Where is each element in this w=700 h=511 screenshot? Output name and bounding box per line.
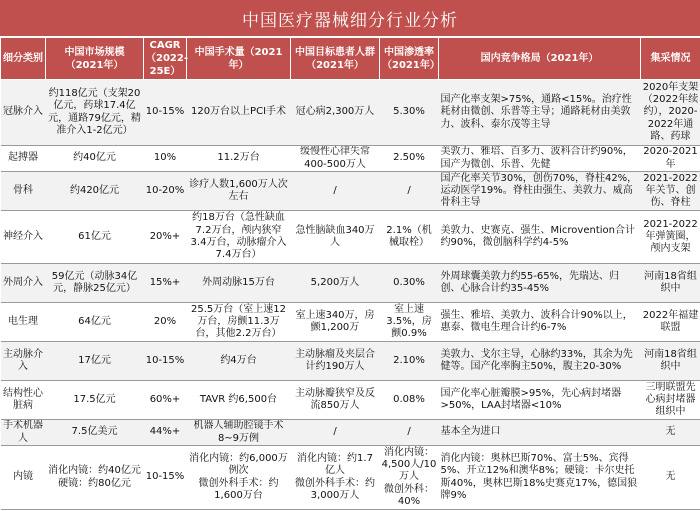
table-cell: 消化内镜：奥林巴斯70%、富士5%、宾得5%、开立12%和澳华8%；硬镜：卡尔史托斯40%，奥林巴斯18%史赛克17%，德国狼牌9%	[439, 446, 641, 510]
table-cell: 冠心病2,300万人	[291, 80, 380, 146]
industry-table	[0, 37, 700, 510]
column-header: 中国市场规模（2021年）	[46, 38, 144, 80]
table-cell: 诊疗人数1,600万人次左右	[187, 172, 291, 211]
table-cell: 美敦力、戈尔主导，心脉约33%，其余为先健等。国产化率胸主50%，腹主20-30%	[439, 342, 641, 381]
page-title: 中国医疗器械细分行业分析	[0, 0, 700, 36]
table-cell: 外周介入	[1, 264, 46, 303]
table-cell: 5.30%	[380, 80, 439, 146]
table-row	[1, 264, 700, 303]
table-cell: TAVR 约6,500台	[187, 381, 291, 420]
table-cell: 机器人辅助腔镜手术8~9万例	[187, 420, 291, 446]
table-cell: 11.2万台	[187, 146, 291, 172]
table-row	[1, 80, 700, 146]
column-header: 国内竞争格局（2021年）	[439, 38, 641, 80]
table-cell: 国产化率支架>75%，通路<15%。治疗性耗材由微创、乐普等主导；通路耗材由美敦力、波科、泰尔茂等主导	[439, 80, 641, 146]
table-cell: 20%	[144, 303, 187, 342]
table-cell: 61亿元	[46, 211, 144, 264]
table-cell: 手术机器人	[1, 420, 46, 446]
table-cell: 起搏器	[1, 146, 46, 172]
table-row	[1, 303, 700, 342]
table-cell: 骨科	[1, 172, 46, 211]
table-row	[1, 172, 700, 211]
table-row	[1, 420, 700, 446]
column-header: 中国手术量（2021年）	[187, 38, 291, 80]
table-cell: 强生、雅培、美敦力、波科合计90%以上，惠泰、微电生理合计约6-7%	[439, 303, 641, 342]
table-cell: 主动脉瘤及夹层合计约190万人	[291, 342, 380, 381]
table-row	[1, 446, 700, 510]
table-cell: 7.5亿美元	[46, 420, 144, 446]
table-cell: 2022年福建联盟	[641, 303, 700, 342]
table-cell: 电生理	[1, 303, 46, 342]
table-cell: 17.5亿元	[46, 381, 144, 420]
table-cell: 主动脉瓣狭窄及反流850万人	[291, 381, 380, 420]
table-cell: 2021-2022年关节、创伤、脊柱	[641, 172, 700, 211]
table-cell: 消化内镜：4,500人/10万人 微创外科：40%	[380, 446, 439, 510]
table-row	[1, 146, 700, 172]
table-cell: 59亿元（动脉34亿元，静脉25亿元）	[46, 264, 144, 303]
table-cell: 10-15%	[144, 342, 187, 381]
table-cell: 2.10%	[380, 342, 439, 381]
table-cell: 室上速340万，房颤1,200万	[291, 303, 380, 342]
column-header: 中国渗透率（2021年）	[380, 38, 439, 80]
table-row	[1, 381, 700, 420]
table-cell: 神经介入	[1, 211, 46, 264]
table-cell: 美敦力、雅培、百多力、波科合计约90%，国产为微创、乐普、先健	[439, 146, 641, 172]
table-cell: 约420亿元	[46, 172, 144, 211]
table-cell: 消化内镜：约40亿元 硬镜：约80亿元	[46, 446, 144, 510]
table-cell: /	[291, 172, 380, 211]
table-cell: 美敦力、史赛克、强生、Microvention合计约90%，微创脑科学约4-5%	[439, 211, 641, 264]
table-cell: 国产化率心脏瓣膜>95%，先心病封堵器>50%，LAA封堵器<10%	[439, 381, 641, 420]
column-header: 细分类别	[1, 38, 46, 80]
column-header: 中国目标患者人群（2021年）	[291, 38, 380, 80]
table-cell: 约4万台	[187, 342, 291, 381]
table-cell: 消化内镜：约1.7亿人 微创外科手术：约3,000万人	[291, 446, 380, 510]
column-header: CAGR（2022-25E）	[144, 38, 187, 80]
table-cell: 5,200万人	[291, 264, 380, 303]
table-cell: 2.50%	[380, 146, 439, 172]
table-cell: 约18万台（急性缺血7.2万台，颅内狭窄3.4万台，动脉瘤介入7.4万台）	[187, 211, 291, 264]
table-cell: 主动脉介入	[1, 342, 46, 381]
table-cell: 内镜	[1, 446, 46, 510]
table-cell: /	[380, 172, 439, 211]
table-cell: 20%+	[144, 211, 187, 264]
table-cell: 消化内镜：约6,000万例次 微创外科手术：约1,600万台	[187, 446, 291, 510]
table-cell: /	[291, 420, 380, 446]
table-cell: 外周球囊美敦力约55-65%，先瑞达、归创、心脉合计约35-45%	[439, 264, 641, 303]
table-cell: 缓慢性心律失常400-500万人	[291, 146, 380, 172]
table-cell: 10-15%	[144, 80, 187, 146]
table-cell: 结构性心脏病	[1, 381, 46, 420]
table-cell: 无	[641, 420, 700, 446]
table-cell: 25.5万台（室上速12万台，房颤11.3万台，其他2.2万台）	[187, 303, 291, 342]
table-cell: 冠脉介入	[1, 80, 46, 146]
table-cell: 无	[641, 446, 700, 510]
table-header-row	[1, 38, 700, 80]
table-row	[1, 342, 700, 381]
table-cell: 10-20%	[144, 172, 187, 211]
table-cell: 三明联盟先心病封堵器组织中	[641, 381, 700, 420]
table-cell: /	[380, 420, 439, 446]
table-cell: 外周动脉15万台	[187, 264, 291, 303]
table-cell: 室上速3.5%，房颤0.9%	[380, 303, 439, 342]
table-cell: 17亿元	[46, 342, 144, 381]
table-cell: 120万台以上PCI手术	[187, 80, 291, 146]
table-cell: 2021-2022年弹簧圈，颅内支架	[641, 211, 700, 264]
table-cell: 60%+	[144, 381, 187, 420]
column-header: 集采情况	[641, 38, 700, 80]
table-cell: 10-15%	[144, 446, 187, 510]
table-cell: 基本全为进口	[439, 420, 641, 446]
table-cell: 15%+	[144, 264, 187, 303]
table-cell: 2020-2021年	[641, 146, 700, 172]
table-row	[1, 211, 700, 264]
table-cell: 10%	[144, 146, 187, 172]
table-cell: 64亿元	[46, 303, 144, 342]
table-cell: 国产化率关节30%，创伤70%，脊柱42%，运动医学19%。脊柱由强生、美敦力、威高骨科主导	[439, 172, 641, 211]
table-cell: 2020年支架（2022年续约），2020-2022年通路、药球	[641, 80, 700, 146]
table-cell: 河南18省组织中	[641, 264, 700, 303]
table-cell: 0.30%	[380, 264, 439, 303]
table-cell: 2.1%（机械取栓）	[380, 211, 439, 264]
table-cell: 约118亿元（支架20亿元，药球17.4亿元，通路79亿元，精准介入1-2亿元）	[46, 80, 144, 146]
table-cell: 河南18省组织中	[641, 342, 700, 381]
table-cell: 急性脑缺血340万人	[291, 211, 380, 264]
table-cell: 约40亿元	[46, 146, 144, 172]
table-cell: 44%+	[144, 420, 187, 446]
table-cell: 0.08%	[380, 381, 439, 420]
